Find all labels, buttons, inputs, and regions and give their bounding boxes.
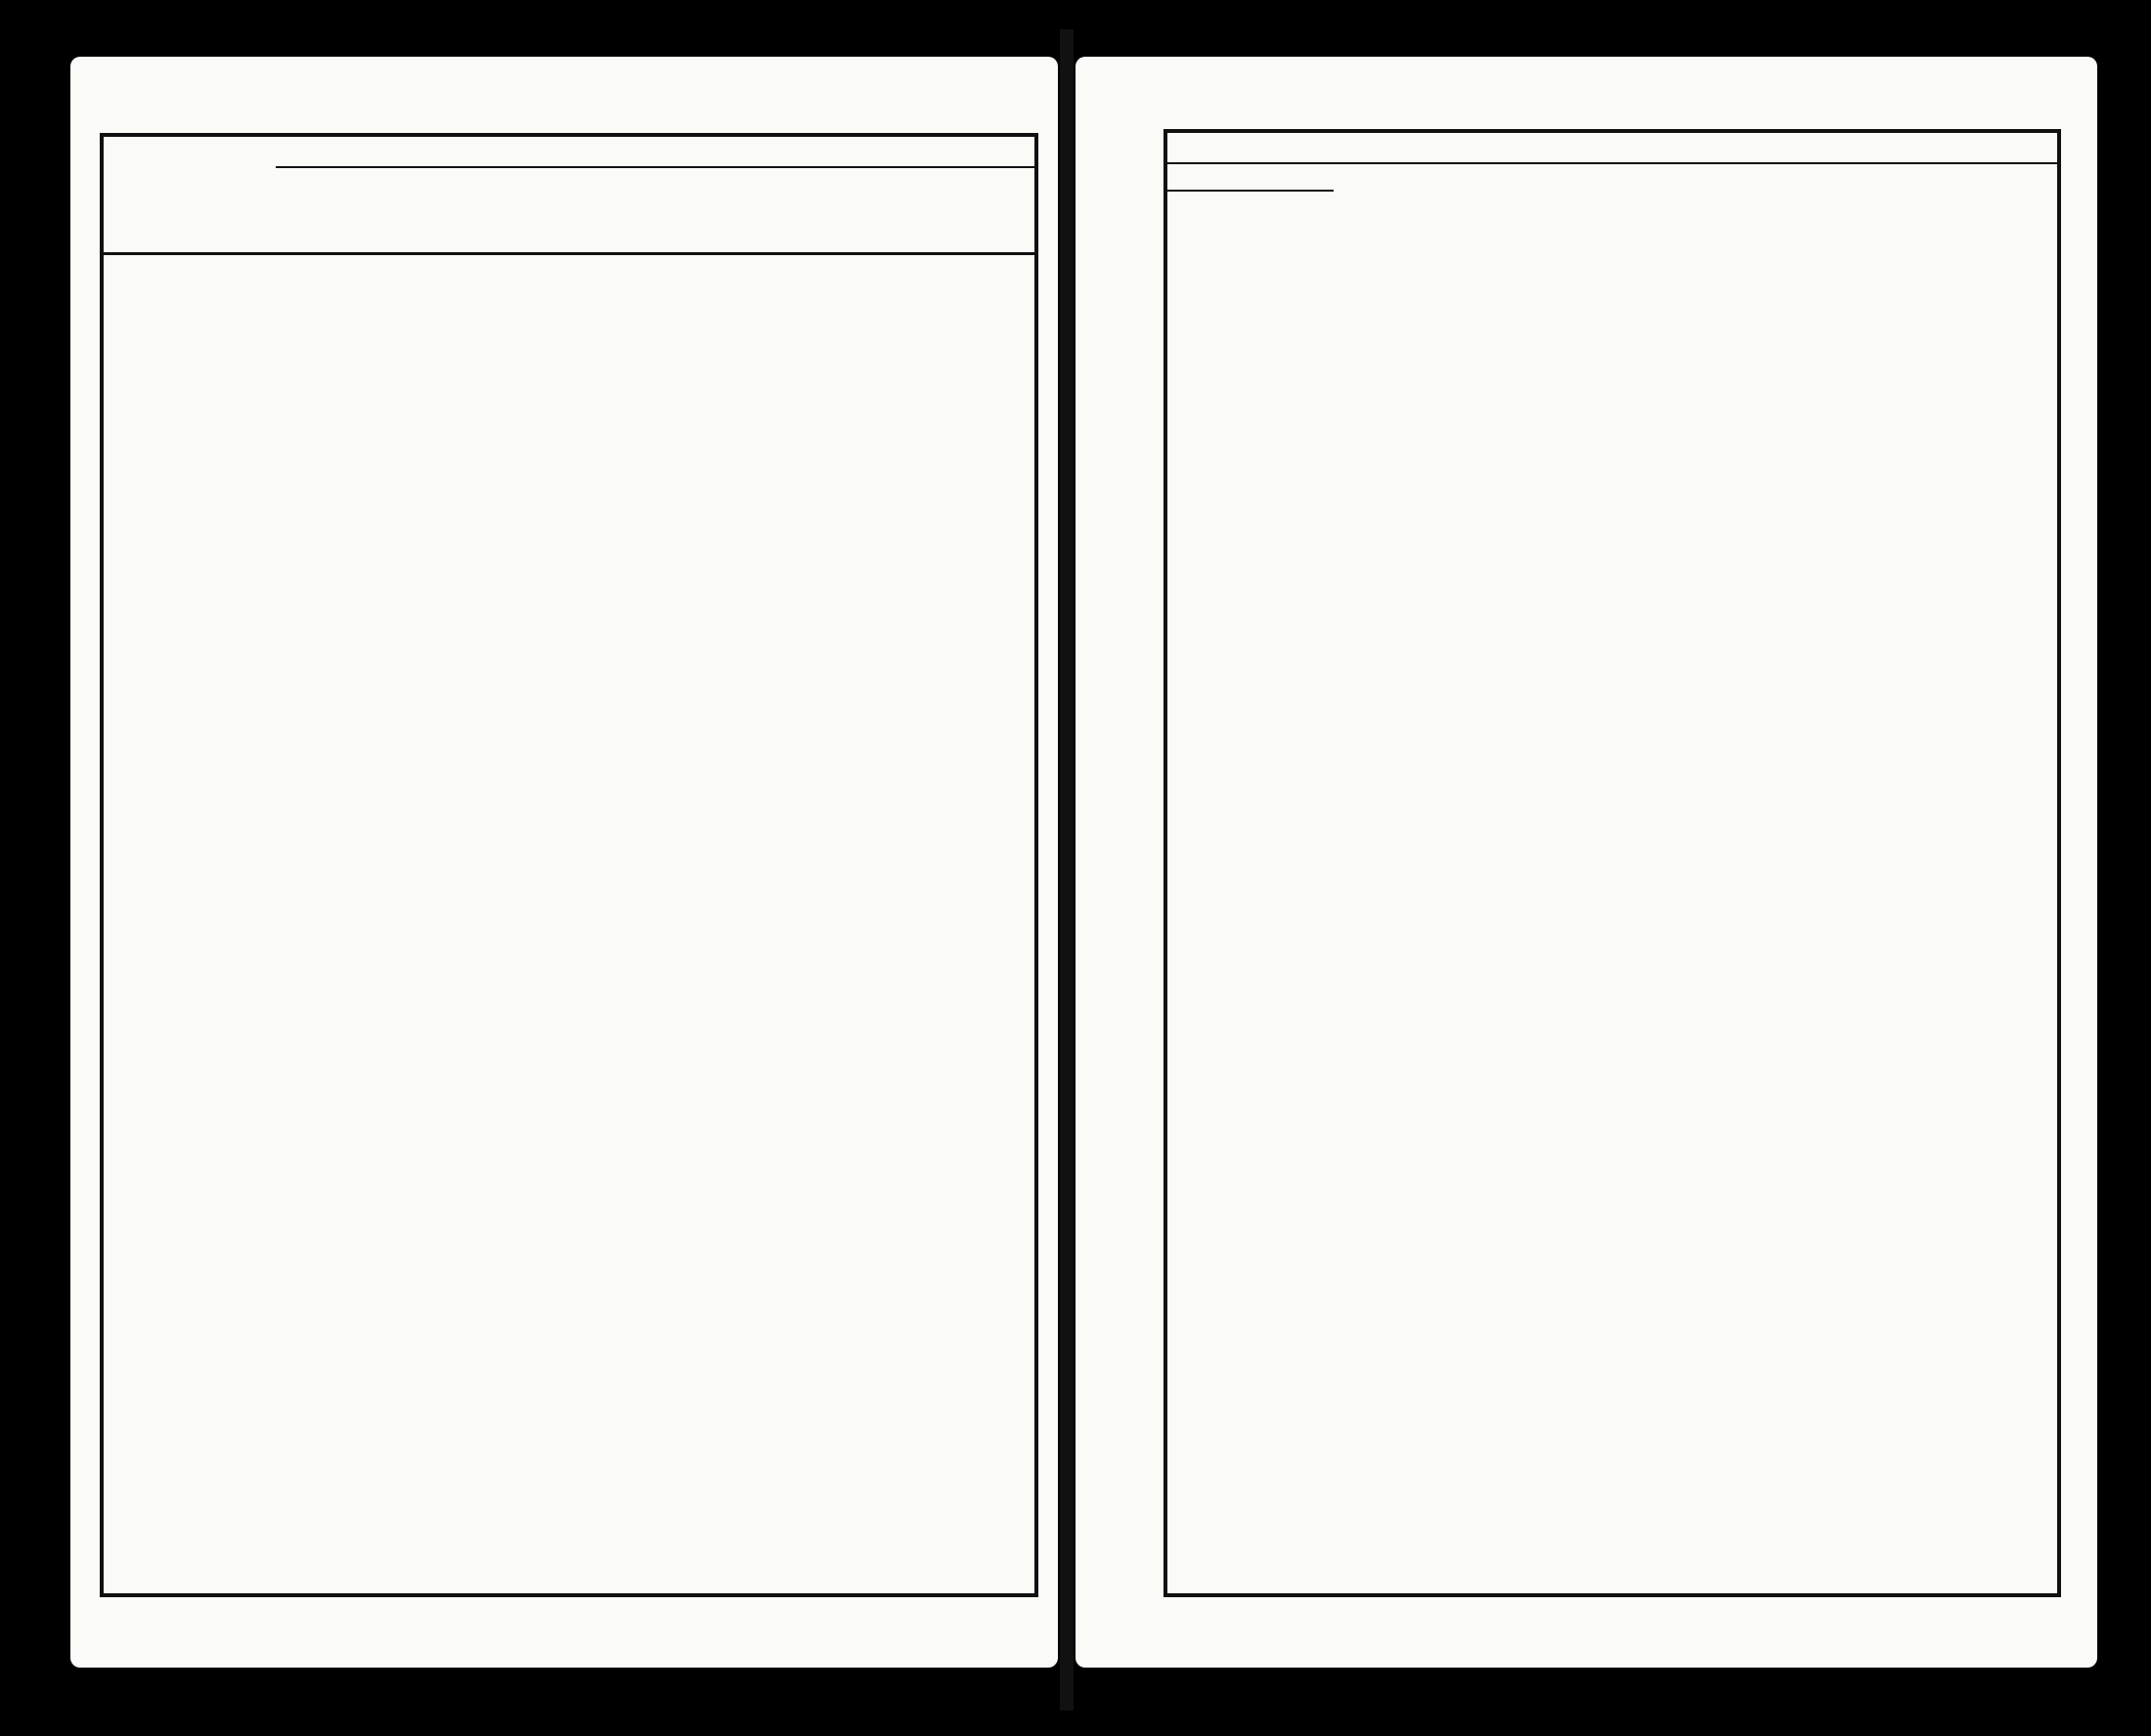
right-header-rule <box>1167 162 2057 164</box>
header-rule <box>104 252 1034 255</box>
register-table <box>1163 129 2061 1597</box>
catechetical-table <box>100 133 1038 1597</box>
left-page <box>70 57 1058 1668</box>
right-subheader-rule <box>1167 190 1334 192</box>
book-gutter <box>1060 29 1074 1711</box>
subheader-rule <box>276 166 1034 168</box>
right-page <box>1076 57 2097 1668</box>
